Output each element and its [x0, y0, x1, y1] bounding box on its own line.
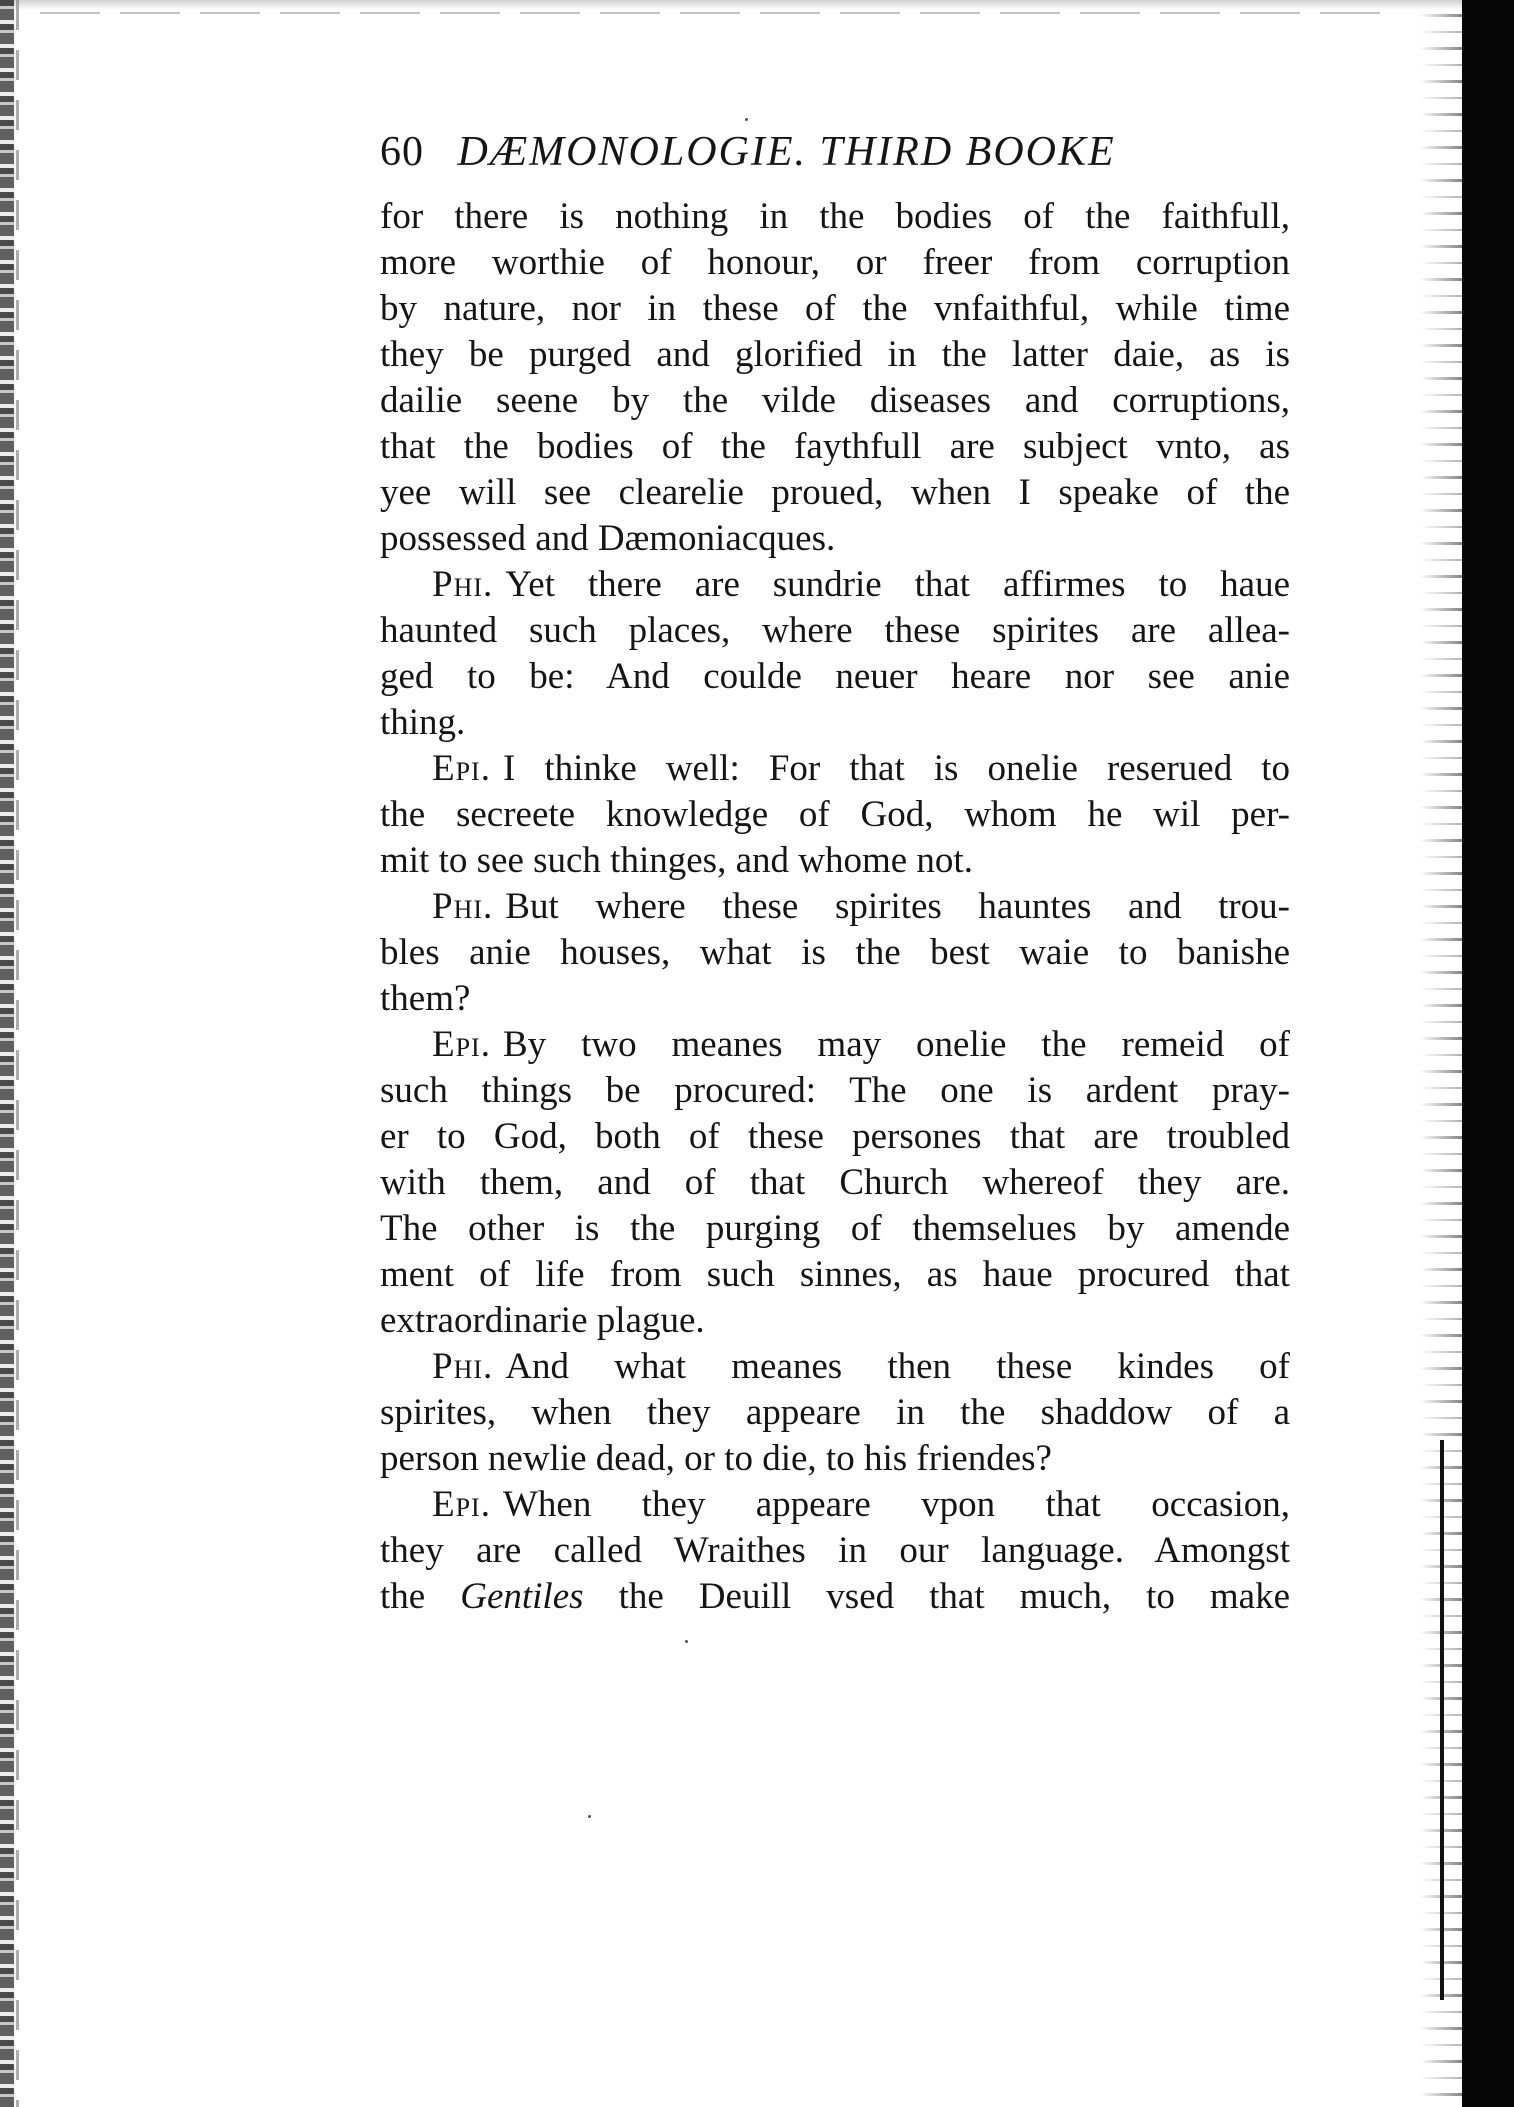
dialogue-line: Phi. And what meanes then these kindes of: [432, 1346, 1290, 1387]
text-line: that the bodies of the faythfull are subject vnto, as: [380, 426, 1290, 467]
text-line: dailie seene by the vilde diseases and corruptions,: [380, 380, 1290, 421]
text-line: ment of life from such sinnes, as haue procured that: [380, 1254, 1290, 1295]
dialogue-line: Phi. Yet there are sundrie that affirmes to haue: [432, 564, 1290, 605]
text-line: more worthie of honour, or freer from corruption: [380, 242, 1290, 283]
scan-top-edge: [0, 0, 1514, 10]
text-line: bles anie houses, what is the best waie to banishe: [380, 932, 1290, 973]
speaker-label: Phi.: [432, 886, 494, 927]
text-line: spirites, when they appeare in the shaddow of a: [380, 1392, 1290, 1433]
text-line: them?: [380, 978, 471, 1019]
text-line: the secreete knowledge of God, whom he wil per-: [380, 794, 1290, 835]
text-line: extraordinarie plague.: [380, 1300, 705, 1341]
dialogue-line: Epi. When they appeare vpon that occasion,: [432, 1484, 1290, 1525]
page-number: 60: [380, 129, 424, 175]
scan-speck: [685, 1640, 688, 1643]
running-head: DÆMONOLOGIE. THIRD BOOKE: [457, 129, 1116, 175]
dialogue-line: Epi. By two meanes may onelie the remeid of: [432, 1024, 1290, 1065]
scan-top-artifact: [40, 12, 1380, 14]
scan-right-edge: [1462, 0, 1514, 2107]
text-line: er to God, both of these persones that are troubled: [380, 1116, 1290, 1157]
text-line: haunted such places, where these spirites are allea-: [380, 610, 1290, 651]
scan-right-artifact: [1440, 1440, 1444, 2000]
text-line: by nature, nor in these of the vnfaithful, while time: [380, 288, 1290, 329]
text-line: The other is the purging of themselues by amende: [380, 1208, 1290, 1249]
text-line: for there is nothing in the bodies of the faithfull,: [380, 196, 1290, 237]
text-line: yee will see clearelie proued, when I speake of the: [380, 472, 1290, 513]
scan-speck: [588, 1815, 591, 1818]
speaker-label: Epi.: [432, 1024, 491, 1065]
speaker-label: Phi.: [432, 1346, 494, 1387]
page-header: [380, 122, 1240, 182]
text-line: they be purged and glorified in the latter daie, as is: [380, 334, 1290, 375]
text-line: they are called Wraithes in our language. Amongst: [380, 1530, 1290, 1571]
scan-left-edge: [0, 0, 14, 2107]
scan-speck: [745, 118, 748, 121]
text-line: ged to be: And coulde neuer heare nor see anie: [380, 656, 1290, 697]
speaker-label: Epi.: [432, 1484, 491, 1525]
dialogue-line: Epi. I thinke well: For that is onelie reserued to: [432, 748, 1290, 789]
scan-right-fray: [1420, 0, 1468, 2107]
text-line: such things be procured: The one is ardent pray-: [380, 1070, 1290, 1111]
text-line: thing.: [380, 702, 466, 743]
body-text: [380, 194, 1290, 1620]
speaker-label: Phi.: [432, 564, 494, 605]
scan-left-artifact: [16, 0, 19, 2107]
text-line: with them, and of that Church whereof they are.: [380, 1162, 1290, 1203]
text-line: mit to see such thinges, and whome not.: [380, 840, 973, 881]
italic-word: Gentiles: [460, 1576, 584, 1617]
text-line: the Gentiles the Deuill vsed that much, to make: [380, 1576, 1291, 1617]
text-line: possessed and Dæmoniacques.: [380, 518, 836, 559]
dialogue-line: Phi. But where these spirites hauntes and trou-: [432, 886, 1290, 927]
speaker-label: Epi.: [432, 748, 491, 789]
text-line: person newlie dead, or to die, to his friendes?: [380, 1438, 1052, 1479]
